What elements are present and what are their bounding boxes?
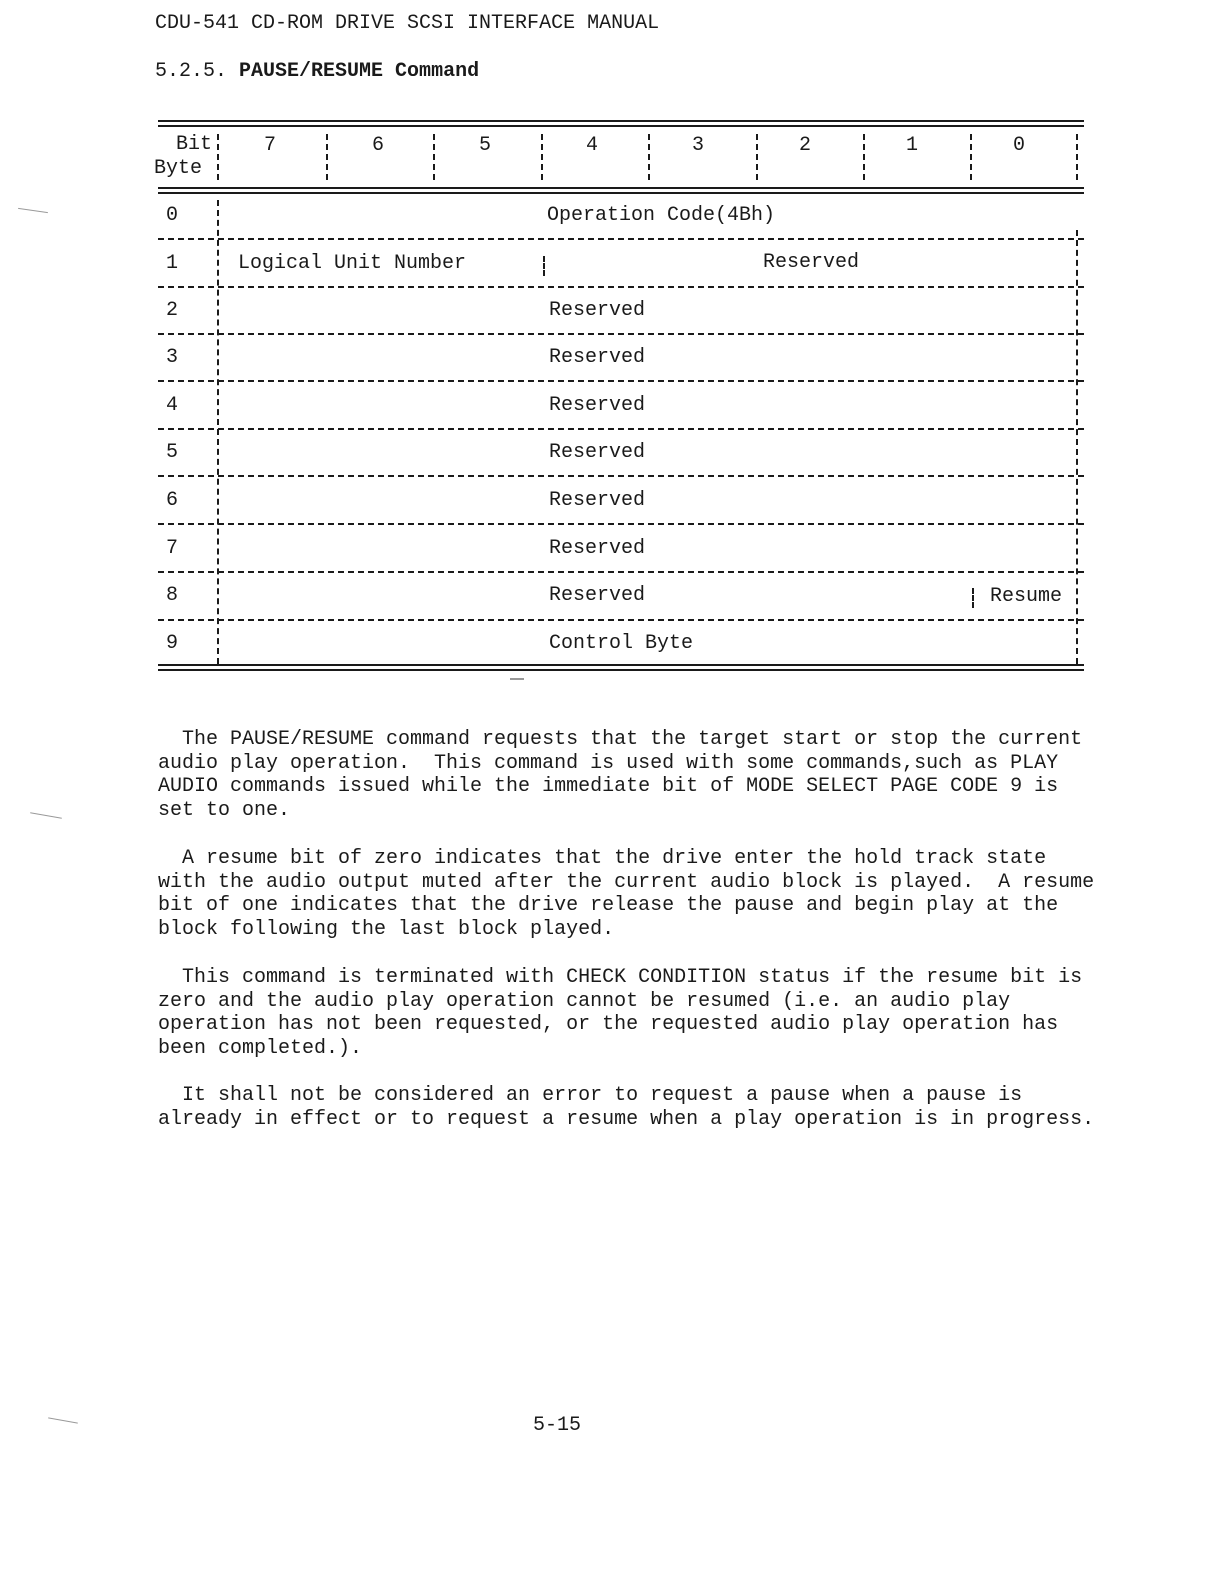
- byte-8-number: 8: [166, 584, 179, 607]
- byte-3-number: 3: [166, 346, 179, 369]
- control-byte-field: Control Byte: [548, 632, 694, 655]
- byte-0-number: 0: [166, 204, 179, 227]
- byte-5-reserved-field: Reserved: [548, 441, 646, 464]
- page-number: 5-15: [533, 1414, 582, 1437]
- byte-5-number: 5: [166, 441, 179, 464]
- bit-2-label: 2: [798, 134, 812, 157]
- header-divider: [648, 134, 650, 180]
- byte-label: Byte: [154, 157, 203, 180]
- byte-2-number: 2: [166, 299, 179, 322]
- header-divider: [326, 134, 328, 180]
- byte-6-reserved-field: Reserved: [548, 489, 646, 512]
- lun-field-divider: [543, 256, 545, 276]
- byte-4-number: 4: [166, 394, 179, 417]
- bit-0-label: 0: [1012, 134, 1026, 157]
- bit-7-label: 7: [263, 134, 277, 157]
- byte-3-reserved-field: Reserved: [548, 346, 646, 369]
- row-separator: [158, 619, 1084, 621]
- header-divider: [756, 134, 758, 180]
- row-separator: [158, 286, 1084, 288]
- scan-artifact: [18, 208, 48, 213]
- byte-6-number: 6: [166, 489, 179, 512]
- header-divider: [1076, 134, 1078, 180]
- header-divider: [541, 134, 543, 180]
- paragraph-pause-resume-overview: The PAUSE/RESUME command requests that the target start or stop the current audio play operation. This command is used with some commands,such as PLAY AUDIO commands issued while the immediate bit of MODE SELECT PAGE CODE 9 is set to one.: [158, 728, 1083, 822]
- header-divider: [433, 134, 435, 180]
- byte-1-number: 1: [166, 252, 179, 275]
- bit-4-label: 4: [585, 134, 599, 157]
- byte-7-number: 7: [166, 537, 179, 560]
- row-separator: [158, 475, 1084, 477]
- row-separator: [158, 523, 1084, 525]
- byte-8-reserved-field: Reserved: [548, 584, 646, 607]
- scan-artifact: [48, 1417, 78, 1423]
- paragraph-check-condition: This command is terminated with CHECK CONDITION status if the resume bit is zero and the audio play operation cannot be resumed (i.e. an audio play operation has not been requested, or the requested audio play operation has been completed.).: [158, 966, 1083, 1060]
- header-divider: [970, 134, 972, 180]
- section-number: 5.2.5.: [155, 60, 228, 83]
- section-title: PAUSE/RESUME Command: [239, 60, 480, 83]
- operation-code-field: Operation Code(4Bh): [546, 204, 776, 227]
- table-right-edge: [1076, 230, 1078, 664]
- paragraph-resume-bit-meaning: A resume bit of zero indicates that the drive enter the hold track state with the audio output muted after the current audio block is played. A resume bit of one indicates that the drive release the pause and begin play at the block following the last block played.: [158, 847, 1095, 941]
- header-divider: [217, 134, 219, 180]
- header-divider: [863, 134, 865, 180]
- logical-unit-number-field: Logical Unit Number: [238, 252, 467, 275]
- byte-7-reserved-field: Reserved: [548, 537, 646, 560]
- bit-5-label: 5: [478, 134, 492, 157]
- bit-6-label: 6: [371, 134, 385, 157]
- row-separator: [158, 380, 1084, 382]
- bit-label: Bit: [176, 133, 213, 156]
- byte-4-reserved-field: Reserved: [548, 394, 646, 417]
- paragraph-pause-not-error: It shall not be considered an error to request a pause when a pause is already in effect or to request a resume when a play operation is in progress.: [158, 1084, 1095, 1131]
- row-separator: [158, 428, 1084, 430]
- scan-artifact: [510, 678, 524, 680]
- row-separator: [158, 333, 1084, 335]
- resume-bit-field: Resume: [990, 585, 1063, 608]
- row-separator: [158, 571, 1084, 573]
- byte-9-number: 9: [166, 632, 179, 655]
- bit-3-label: 3: [691, 134, 705, 157]
- command-descriptor-table: [154, 112, 1084, 684]
- byte-column-divider: [217, 200, 219, 664]
- byte-2-reserved-field: Reserved: [548, 299, 646, 322]
- manual-header: CDU-541 CD-ROM DRIVE SCSI INTERFACE MANUAL: [155, 12, 660, 35]
- section-heading: [155, 60, 479, 83]
- byte-1-reserved-field: Reserved: [762, 251, 860, 274]
- scan-artifact: [30, 812, 62, 819]
- row-separator: [158, 238, 1084, 240]
- table-bottom-rule: [158, 664, 1084, 666]
- bit-1-label: 1: [905, 134, 919, 157]
- resume-field-divider: [972, 588, 974, 608]
- table-top-rule: [158, 120, 1084, 122]
- header-bottom-rule: [158, 187, 1084, 189]
